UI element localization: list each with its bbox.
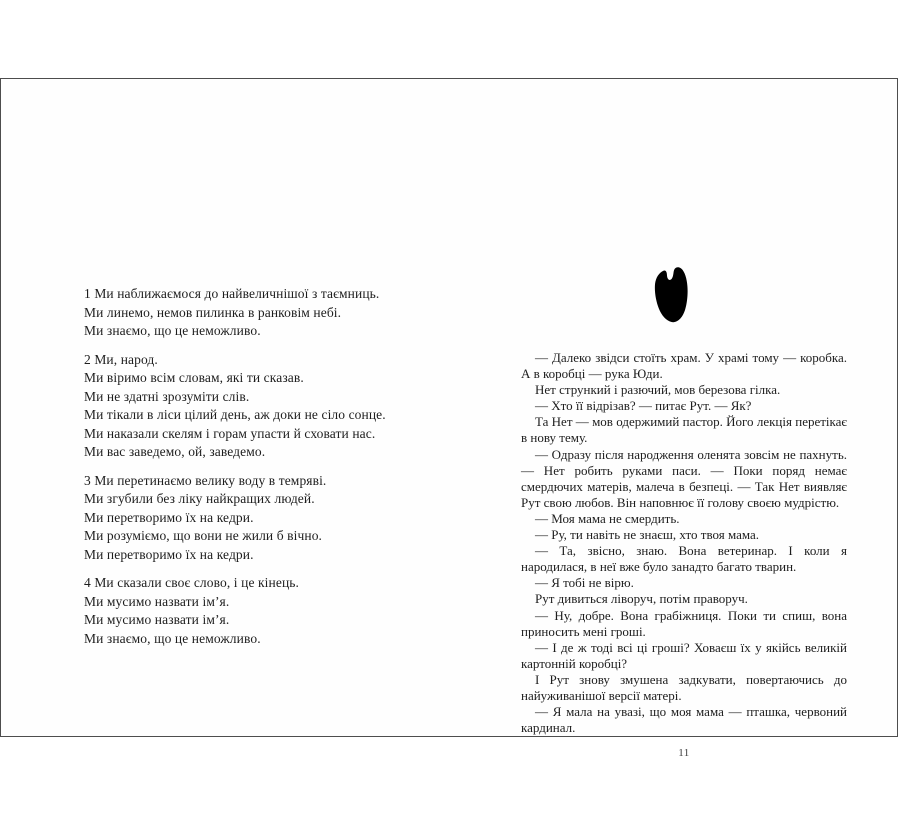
poem-line: Ми знаємо, що це неможливо. bbox=[84, 630, 261, 646]
prose-paragraph: Рут дивиться ліворуч, потім праворуч. bbox=[535, 591, 748, 607]
poem-line: 2 Ми, народ. bbox=[84, 351, 158, 367]
poem-line: Ми знаємо, що це неможливо. bbox=[84, 323, 261, 338]
poem-line: Ми мусимо назвати ім’я. bbox=[84, 593, 230, 609]
prose-paragraph: — Хто її відрізав? — питає Рут. — Як? bbox=[535, 398, 752, 414]
poem-stanza bbox=[84, 472, 414, 565]
poem-line: Ми мусимо назвати ім’я. bbox=[84, 612, 230, 627]
left-page-poem bbox=[84, 285, 414, 648]
prose-paragraph: — Моя мама не смердить. bbox=[535, 510, 680, 526]
prose-paragraph: — Ру, ти навіть не знаєш, хто твоя мама. bbox=[535, 527, 760, 543]
prose-paragraph: — Та, звісно, знаю. Вона ветеринар. І коли я народилася, в неї вже було занадто багато тварин. bbox=[521, 543, 847, 575]
prose-paragraph: — Одразу після народження оленята зовсім не пахнуть. — Нет робить руками паси. — Поки поряд немає смердючих матерів, малеча в безпеці. — Так Нет виявляє Рут свою любов. Він наповнює її голову своєю мудрістю. bbox=[521, 446, 847, 510]
hoofprint-icon bbox=[652, 265, 689, 323]
prose-paragraph: — Я мала на увазі, що моя мама — пташка, червоний кардинал. bbox=[521, 704, 847, 736]
poem-line: 4 Ми сказали своє слово, і це кінець. bbox=[84, 575, 299, 590]
right-page-prose bbox=[521, 350, 847, 736]
poem-line: Ми вас заведемо, ой, заведемо. bbox=[84, 444, 266, 459]
prose-paragraph: І Рут знову змушена задкувати, повертаючись до найуживанішої версії матері. bbox=[521, 671, 847, 703]
prose-paragraph: — Далеко звідси стоїть храм. У храмі тому — коробка. А в коробці — рука Юди. bbox=[521, 350, 847, 382]
poem-line: Ми розуміємо, що вони не жили б вічно. bbox=[84, 528, 323, 543]
page-number: 11 bbox=[678, 747, 690, 759]
prose-paragraph: Нет стрункий і разючий, мов березова гілка. bbox=[535, 382, 781, 398]
poem-line: 1 Ми наближаємося до найвеличнішої з таємниць. bbox=[84, 286, 380, 301]
prose-paragraph: Та Нет — мов одержимий пастор. Його лекція перетікає в нову тему. bbox=[521, 414, 847, 446]
poem-line: Ми не здатні зрозуміти слів. bbox=[84, 388, 250, 404]
poem-line: Ми линемо, немов пилинка в ранковім небі. bbox=[84, 304, 342, 320]
prose-paragraph: — Я тобі не вірю. bbox=[535, 575, 634, 591]
poem-stanza bbox=[84, 351, 414, 462]
poem-line: Ми перетворимо їх на кедри. bbox=[84, 546, 254, 562]
poem-line: Ми перетворимо їх на кедри. bbox=[84, 509, 254, 525]
poem-line: Ми наказали скелям і горам упасти й сховати нас. bbox=[84, 425, 376, 441]
prose-paragraph: — І де ж тоді всі ці гроші? Ховаєш їх у якійсь великій картонній коробці? bbox=[521, 639, 847, 671]
poem-stanza bbox=[84, 285, 414, 341]
poem-line: Ми згубили без ліку найкращих людей. bbox=[84, 491, 315, 506]
poem-stanza bbox=[84, 574, 414, 648]
poem-line: Ми віримо всім словам, які ти сказав. bbox=[84, 370, 304, 385]
poem-line: 3 Ми перетинаємо велику воду в темряві. bbox=[84, 472, 327, 488]
prose-paragraph: — Ну, добре. Вона грабіжниця. Поки ти спиш, вона приносить мені гроші. bbox=[521, 607, 847, 639]
book-spread bbox=[0, 78, 898, 759]
poem-line: Ми тікали в ліси цілий день, аж доки не сіло сонце. bbox=[84, 407, 386, 422]
